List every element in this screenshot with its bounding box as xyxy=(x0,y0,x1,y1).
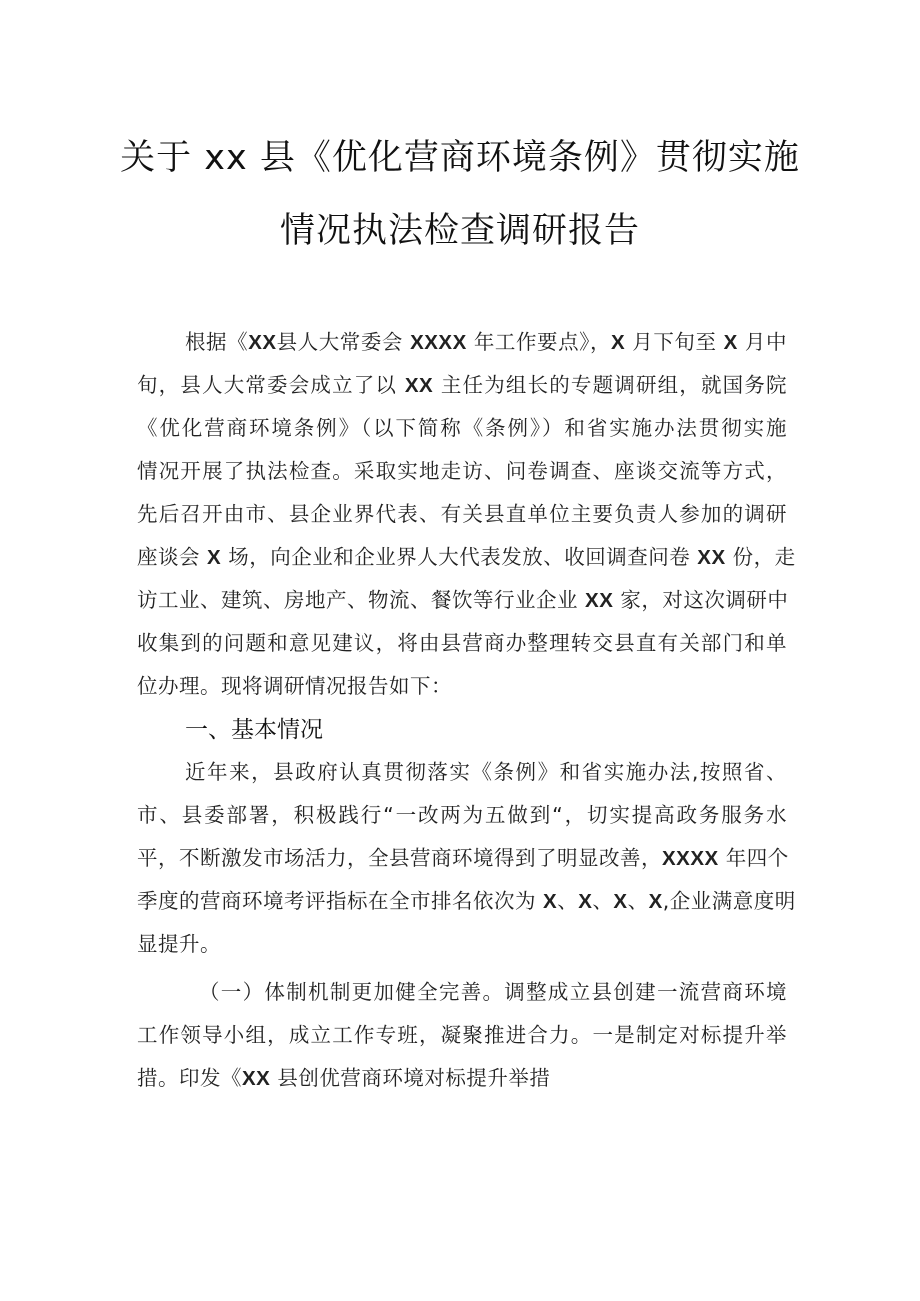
text: 访工业、建筑、房地产、物流、餐饮等行业企业 xyxy=(137,588,586,612)
placeholder-county: XX xyxy=(242,1067,271,1090)
placeholder-month: X xyxy=(611,331,626,354)
document-title-line-2: 情况执法检查调研报告 xyxy=(279,211,640,251)
intro-line-6 xyxy=(137,543,796,572)
intro-line-1 xyxy=(185,328,787,357)
section1-p1-line-4 xyxy=(137,887,796,916)
text: 、 xyxy=(592,889,614,913)
text: 、 xyxy=(627,889,649,913)
placeholder-rank: X xyxy=(578,890,593,913)
text: 季度的营商环境考评指标在全市排名依次为 xyxy=(137,889,544,913)
text: 年四个 xyxy=(718,846,789,870)
placeholder-rank: X xyxy=(543,890,558,913)
document-title-line-1: 关于 xx 县《优化营商环境条例》贯彻实施 xyxy=(120,138,800,178)
text: 年工作要点》， xyxy=(466,330,612,354)
intro-line-5: 先后召开由市、县企业界代表、有关县直单位主要负责人参加的调研 xyxy=(137,502,787,526)
text: 月中 xyxy=(737,330,787,354)
text: 、 xyxy=(557,889,579,913)
placeholder-county: XX xyxy=(248,331,277,354)
text: 月下旬至 xyxy=(625,330,724,354)
text: 旬，县人大常委会成立了以 xyxy=(137,373,405,397)
text: 家，对这次调研中 xyxy=(613,588,789,612)
section-heading: 一、基本情况 xyxy=(185,717,323,743)
section1-p2-line-1: （一）体制机制更加健全完善。调整成立县创建一流营商环境 xyxy=(199,980,787,1004)
text: 县创优营商环境对标提升举措 xyxy=(270,1066,551,1090)
text: 场，向企业和企业界人大代表发放、收回调查问卷 xyxy=(221,545,698,569)
section1-p1-line-5: 显提升。 xyxy=(137,932,221,956)
placeholder-year: XXXX xyxy=(410,331,467,354)
intro-line-3: 《优化营商环境条例》（以下简称《条例》）和省实施办法贯彻实施 xyxy=(137,416,787,440)
placeholder-count: XX xyxy=(697,546,726,569)
placeholder-rank: X xyxy=(648,890,663,913)
intro-line-9: 位办理。现将调研情况报告如下： xyxy=(137,674,452,698)
placeholder-year: XXXX xyxy=(662,847,719,870)
intro-line-7 xyxy=(137,586,787,615)
text: 县人大常委会 xyxy=(276,330,411,354)
text: 主任为组长的专题调研组，就国务院 xyxy=(433,373,788,397)
text: 平，不断激发市场活力，全县营商环境得到了明显改善， xyxy=(137,846,662,870)
placeholder-name: XX xyxy=(404,374,434,397)
section1-p2-line-3 xyxy=(137,1064,787,1093)
intro-line-8: 收集到的问题和意见建议，将由县营商办整理转交县直有关部门和单 xyxy=(137,631,787,655)
text: 份，走 xyxy=(725,545,796,569)
section1-p1-line-1: 近年来，县政府认真贯彻落实《条例》和省实施办法,按照省、 xyxy=(185,760,787,784)
text: ,企业满意度明 xyxy=(662,889,796,913)
placeholder-count: XX xyxy=(585,589,614,612)
section1-p1-line-3 xyxy=(137,844,787,873)
placeholder-rank: X xyxy=(613,890,628,913)
text: 措。印发《 xyxy=(137,1066,242,1090)
text: 根据《 xyxy=(185,330,249,354)
placeholder-month: X xyxy=(723,331,738,354)
section1-p2-line-2: 工作领导小组，成立工作专班，凝聚推进合力。一是制定对标提升举 xyxy=(137,1023,787,1047)
text: 座谈会 xyxy=(137,545,208,569)
intro-line-4: 情况开展了执法检查。采取实地走访、问卷调查、座谈交流等方式， xyxy=(137,459,787,483)
intro-line-2 xyxy=(137,371,787,400)
section1-p1-line-2: 市、县委部署，积极践行“一改两为五做到“，切实提高政务服务水 xyxy=(137,803,787,827)
placeholder-count: X xyxy=(207,546,222,569)
